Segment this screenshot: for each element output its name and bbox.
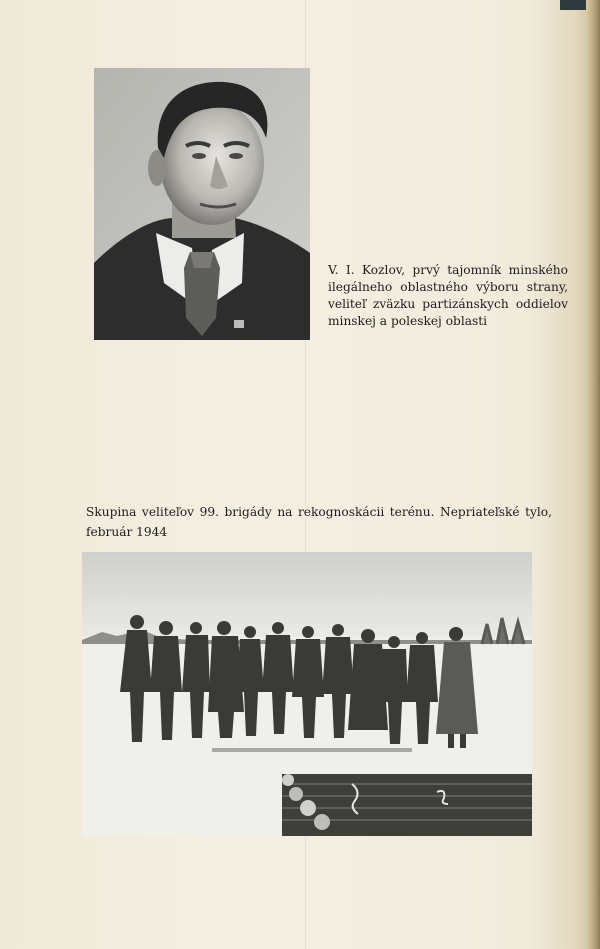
portrait-caption: V. I. Kozlov, prvý tajomník minského ilegálneho oblastného výboru strany, veliteľ zväzku partizánskych oddielov minskej a poleskej oblasti [328,263,568,328]
group-photo [82,552,532,836]
group-photo-caption: Skupina veliteľov 99. brigády na rekognoskácii terénu. Nepriateľské tylo, február 1944 [86,505,552,539]
book-spine-edge [586,0,600,949]
portrait-photo [94,68,310,340]
